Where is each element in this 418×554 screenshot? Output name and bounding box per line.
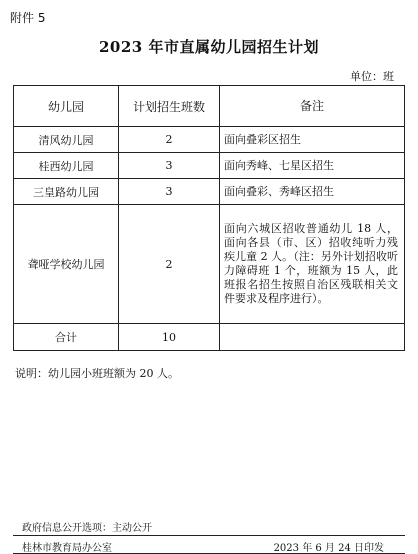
table-row (14, 153, 405, 179)
kindergarten-name: 三皇路幼儿园 (14, 179, 119, 205)
planned-classes: 2 (119, 205, 220, 324)
kindergarten-name: 聋哑学校幼儿园 (14, 205, 119, 324)
table-row (14, 127, 405, 153)
document-title: 2023 年市直属幼儿园招生计划 (99, 38, 319, 56)
remark-cell: 面向叠彩、秀峰区招生 (220, 179, 405, 205)
table-header-row (14, 86, 405, 127)
header-planned-classes: 计划招生班数 (119, 86, 220, 127)
planned-classes: 3 (119, 153, 220, 179)
header-remarks: 备注 (220, 86, 405, 127)
unit-label: 单位：班 (350, 70, 394, 83)
issuing-office: 桂林市教育局办公室 (22, 543, 112, 554)
footer-divider-top (13, 535, 405, 536)
explanation-note: 说明：幼儿园小班班额为 20 人。 (15, 367, 179, 380)
remark-cell: 面向秀峰、七星区招生 (220, 153, 405, 179)
disclosure-option: 政府信息公开选项：主动公开 (22, 523, 152, 534)
header-kindergarten: 幼儿园 (14, 86, 119, 127)
kindergarten-name: 清风幼儿园 (14, 127, 119, 153)
remark-cell: 面向六城区招收普通幼儿 18 人，面向各县（市、区）招收纯听力残疾儿童 2 人。（注：另外计划招收听力障碍班 1 个，班额为 15 人，此班报名招生按照自治区残联相关文件要求及程序进行）。 (220, 205, 405, 324)
total-classes: 10 (119, 324, 220, 351)
planned-classes: 2 (119, 127, 220, 153)
table-row (14, 205, 405, 324)
attachment-label: 附件 5 (10, 11, 46, 25)
total-remark-cell (220, 324, 405, 351)
kindergarten-name: 桂西幼儿园 (14, 153, 119, 179)
table-total-row (14, 324, 405, 351)
enrollment-plan-table (13, 85, 405, 351)
planned-classes: 3 (119, 179, 220, 205)
table-row (14, 179, 405, 205)
remark-cell: 面向叠彩区招生 (220, 127, 405, 153)
print-date: 2023 年 6 月 24 日印发 (273, 543, 384, 554)
total-label: 合计 (14, 324, 119, 351)
